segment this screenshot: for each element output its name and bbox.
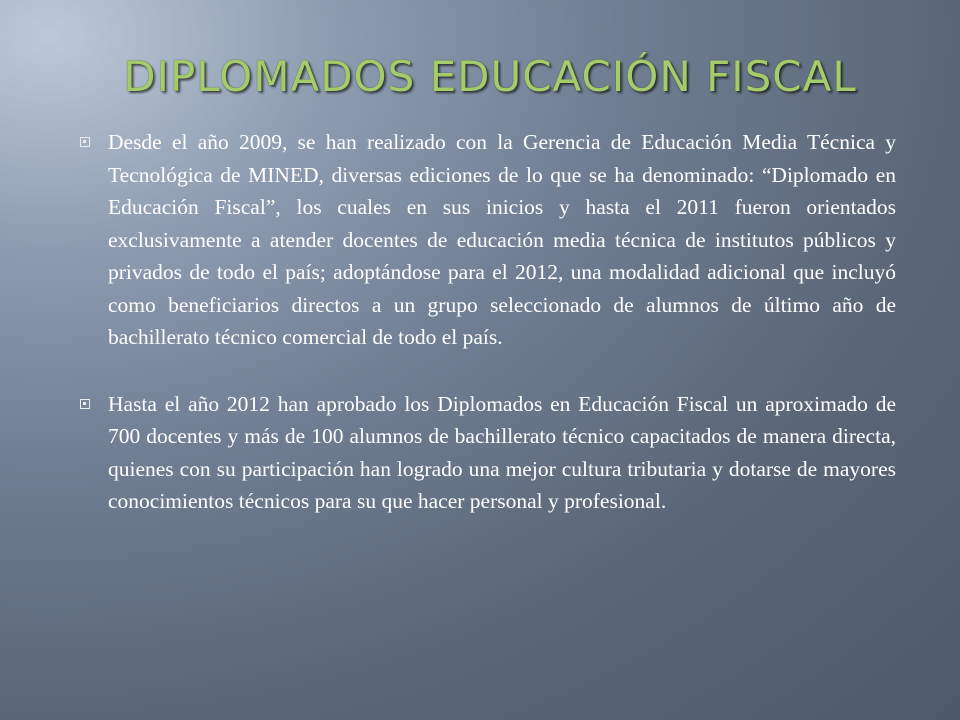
bullet-text: Hasta el año 2012 han aprobado los Diplomados en Educación Fiscal un aproximado de 700 docentes y más de 100 alumnos de bachillerato técnico capacitados de manera directa, quienes con su participación han logrado una mejor cultura tributaria y dotarse de mayores conocimientos técnicos para su que hacer personal y profesional.	[108, 391, 896, 513]
square-bullet-icon	[80, 137, 90, 147]
bullet-item	[80, 126, 896, 354]
slide-content	[80, 126, 896, 552]
slide-title: DIPLOMADOS EDUCACIÓN FISCAL	[123, 52, 857, 101]
square-bullet-icon	[80, 399, 90, 409]
bullet-item	[80, 388, 896, 518]
bullet-text: Desde el año 2009, se han realizado con la Gerencia de Educación Media Técnica y Tecnológica de MINED, diversas ediciones de lo que se ha denominado: “Diplomado en Educación Fiscal”, los cuales en sus inicios y hasta el 2011 fueron orientados exclusivamente a atender docentes de educación media técnica de institutos públicos y privados de todo el país; adoptándose para el 2012, una modalidad adicional que incluyó como beneficiarios directos a un grupo seleccionado de alumnos de último año de bachillerato técnico comercial de todo el país.	[108, 130, 896, 349]
